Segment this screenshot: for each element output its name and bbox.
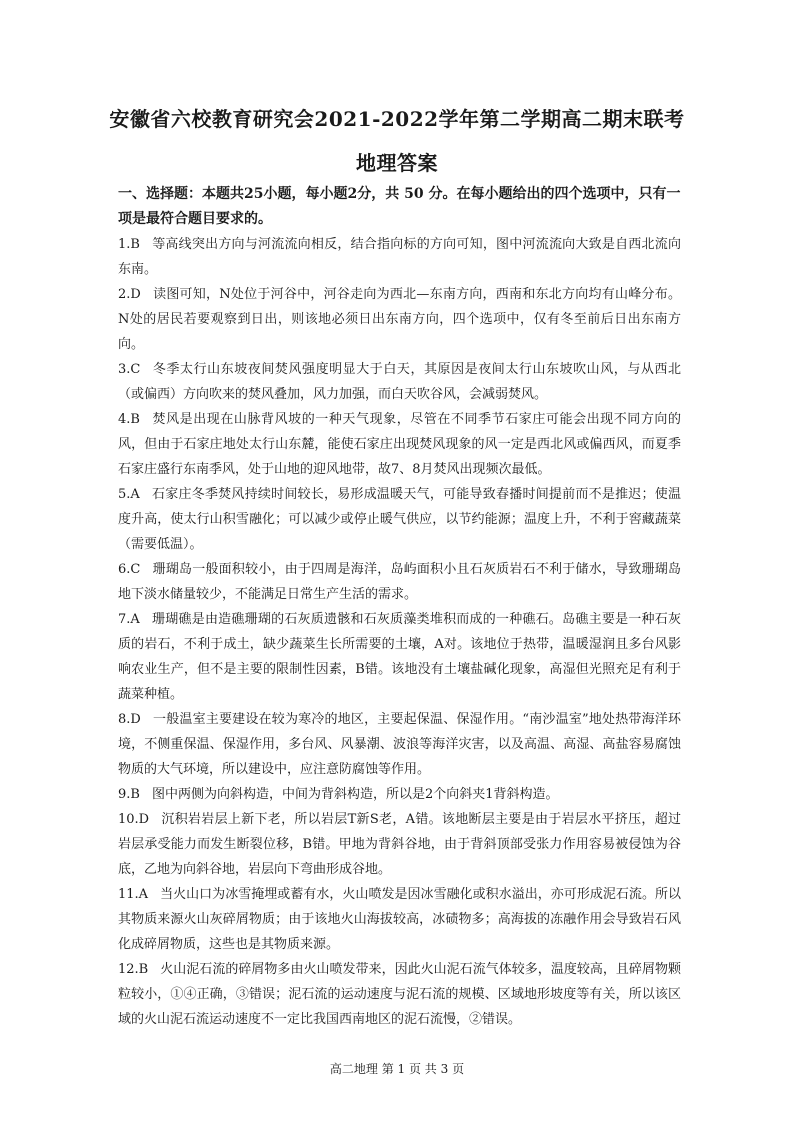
answer-text: 珊瑚岛一般面积较小，由于四周是海洋，岛屿面积小且石灰质岩石不利于储水，导致珊瑚岛地下淡水储量较少，不能满足日常生产生活的需求。 [118, 562, 681, 602]
answer-item-4 [118, 407, 681, 482]
answer-item-7 [118, 607, 681, 707]
answer-item-8 [118, 707, 681, 782]
answer-number: 10.D [118, 812, 150, 827]
answer-text: 读图可知，N处位于河谷中，河谷走向为西北—东南方向，西南和东北方向均有山峰分布。N处的居民若要观察到日出，则该地必须日出东南方向，四个选项中，仅有冬至前后日出东南方向。 [118, 287, 681, 352]
answer-item-2 [118, 282, 681, 357]
answer-text: 火山泥石流的碎屑物多由火山喷发带来，因此火山泥石流气体较多，温度较高，且碎屑物颗粒较小，①④正确，③错误；泥石流的运动速度与泥石流的规模、区域地形坡度等有关，所以该区域的火山泥石流运动速度不一定比我国西南地区的泥石流慢，②错误。 [118, 962, 681, 1027]
answer-text: 当火山口为冰雪掩埋或蓄有水，火山喷发是因冰雪融化或积水溢出，亦可形成泥石流。所以其物质来源火山灰碎屑物质；由于该地火山海拔较高，冰碛物多；高海拔的冻融作用会导致岩石风化成碎屑物质，这些也是其物质来源。 [118, 887, 681, 952]
answer-number: 9.B [118, 787, 140, 802]
document-title: 安徽省六校教育研究会2021-2022学年第二学期高二期末联考 [109, 107, 685, 131]
page-footer: 高二地理 第 1 页 共 3 页 [329, 1062, 465, 1076]
answer-text: 珊瑚礁是由造礁珊瑚的石灰质遗骸和石灰质藻类堆积而成的一种礁石。岛礁主要是一种石灰质的岩石，不利于成土，缺少蔬菜生长所需要的土壤，A对。该地位于热带，温暖湿润且多台风影响农业生产，但不是主要的限制性因素，B错。该地没有土壤盐碱化现象，高湿但光照充足有利于蔬菜种植。 [118, 612, 681, 702]
answer-item-3 [118, 357, 681, 407]
answer-text: 石家庄冬季焚风持续时间较长，易形成温暖天气，可能导致春播时间提前而不是推迟；使温度升高，使太行山积雪融化；可以减少或停止暖气供应，以节约能源；温度上升，不利于窖藏蔬菜（需要低温）。 [118, 487, 681, 552]
answer-number: 1.B [118, 237, 140, 252]
answer-item-5 [118, 482, 681, 557]
answer-item-12 [118, 957, 681, 1032]
answer-number: 5.A [118, 487, 140, 502]
answer-list [118, 232, 681, 1032]
answer-item-10 [118, 807, 681, 882]
answer-number: 3.C [118, 362, 141, 377]
answer-text: 图中两侧为向斜构造，中间为背斜构造，所以是2个向斜夹1背斜构造。 [151, 787, 559, 802]
answer-number: 6.C [118, 562, 141, 577]
answer-number: 12.B [118, 962, 149, 977]
answer-text: 冬季太行山东坡夜间焚风强度明显大于白天，其原因是夜间太行山东坡吹山风，与从西北（或偏西）方向吹来的焚风叠加，风力加强，而白天吹谷风，会减弱焚风。 [118, 362, 681, 402]
answer-number: 8.D [118, 712, 141, 727]
answer-text: 一般温室主要建设在较为寒冷的地区，主要起保温、保湿作用。“南沙温室”地处热带海洋环境，不侧重保温、保湿作用，多台风、风暴潮、波浪等海洋灾害，以及高温、高湿、高盐容易腐蚀物质的大气环境，所以建设中，应注意防腐蚀等作用。 [118, 712, 681, 777]
answer-item-11 [118, 882, 681, 957]
answer-item-6 [118, 557, 681, 607]
answer-number: 11.A [118, 887, 149, 902]
answer-number: 7.A [118, 612, 140, 627]
answer-text: 沉积岩岩层上新下老，所以岩层T新S老，A错。该地断层主要是由于岩层水平挤压，超过岩层承受能力而发生断裂位移，B错。甲地为背斜谷地，由于背斜顶部受张力作用容易被侵蚀为谷底，乙地为向斜谷地，岩层向下弯曲形成谷地。 [118, 812, 681, 877]
answer-number: 4.B [118, 412, 140, 427]
answer-number: 2.D [118, 287, 141, 302]
section-heading: 一、选择题：本题共25小题，每小题2分，共 50 分。在每小题给出的四个选项中，只有一项是最符合题目要求的。 [118, 186, 681, 227]
answer-text: 等高线突出方向与河流流向相反，结合指向标的方向可知，图中河流流向大致是自西北流向东南。 [118, 237, 681, 277]
answer-item-9 [118, 782, 681, 807]
document-subtitle: 地理答案 [356, 151, 438, 175]
answer-text: 焚风是出现在山脉背风坡的一种天气现象，尽管在不同季节石家庄可能会出现不同方向的风，但由于石家庄地处太行山东麓，能使石家庄出现焚风现象的风一定是西北风或偏西风，而夏季石家庄盛行东南季风，处于山地的迎风地带，故7、8月焚风出现频次最低。 [118, 412, 681, 477]
answer-item-1 [118, 232, 681, 282]
